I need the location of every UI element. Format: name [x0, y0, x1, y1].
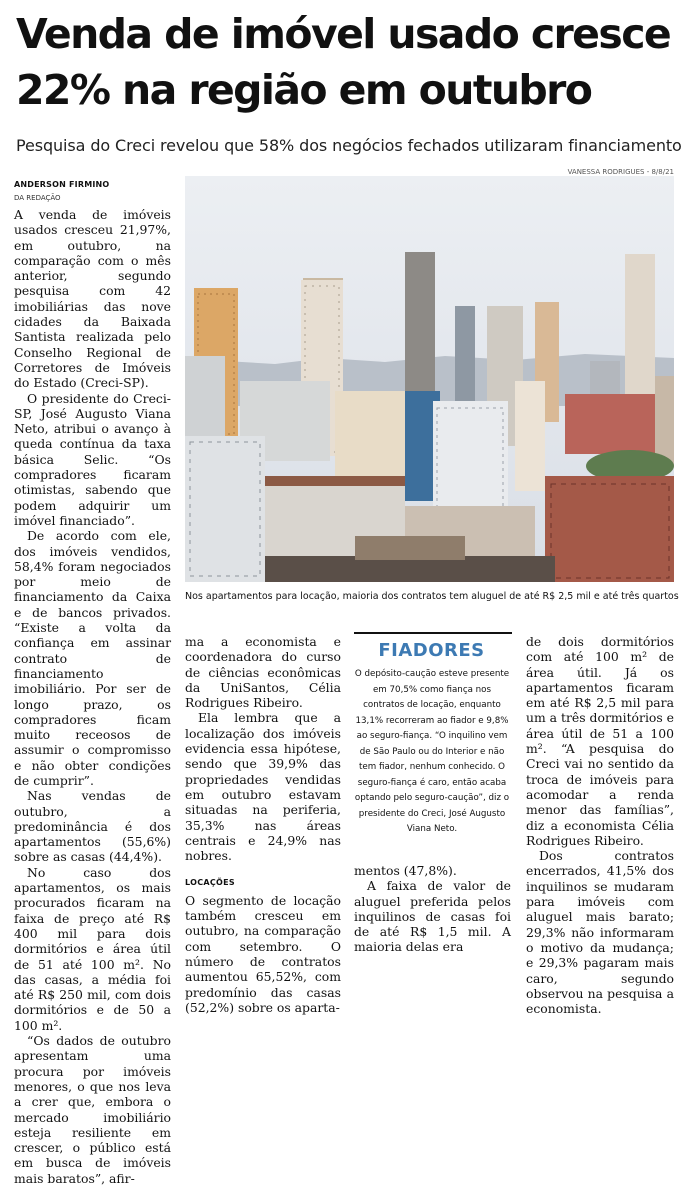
section-heading: LOCAÇÕES [185, 878, 235, 888]
article-column-3 [354, 863, 511, 955]
paragraph: de dois dormitórios com até 100 m² de área útil. Já os apartamentos ficaram em até R$ 2,5 mil para um a três dormitórios e área útil de 51 a 100 m². “A pesquisa do Creci vai no sentido da troca de imóveis para acomodar a renda menor das famílias”, diz a economista Célia Rodrigues Ribeiro. [526, 634, 674, 848]
paragraph: “Os dados de outubro apresentam uma procura por imóveis menores, o que nos leva a crer que, embora o mercado imobiliário esteja resiliente em crescer, o público está em busca de imóveis mais baratos”, afir- [14, 1033, 171, 1186]
paragraph: Dos contratos encerrados, 41,5% dos inquilinos se mudaram para imóveis com aluguel mais barato; 29,3% não informaram o motivo da mudança; e 29,3% pagaram mais caro, segundo observou na pesquisa a economista. [526, 848, 674, 1017]
paragraph: mentos (47,8%). [354, 863, 457, 878]
paragraph: ma a economista e coordenadora do curso de ciências econômicas da UniSantos, Célia Rodrigues Ribeiro. [185, 634, 341, 711]
byline-author: ANDERSON FIRMINO [14, 180, 110, 189]
paragraph: O presidente do Creci-SP, José Augusto Viana Neto, atribui o avanço à queda contínua da taxa básica Selic. “Os compradores ficaram otimistas, sabendo que podem adquirir um imóvel financiado”. [14, 390, 171, 528]
paragraph: Nas vendas de outubro, a predominância é dos apartamentos (55,6%) sobre as casas (44,4%). [14, 788, 171, 865]
paragraph: A faixa de valor de aluguel preferida pelos inquilinos de casas foi de até R$ 1,5 mil. A maioria delas era [354, 878, 511, 955]
headline-line-2: 22% na região em outubro [16, 66, 592, 114]
article-column-1 [14, 207, 171, 1186]
skyline-photo [185, 176, 674, 582]
article-column-2 [185, 634, 341, 1015]
paragraph: Ela lembra que a localização dos imóveis evidencia essa hipótese, sendo que 39,9% das propriedades vendidas em outubro estavam situadas na periferia, 35,3% nas áreas centrais e 24,9% nas nobres. [185, 710, 341, 864]
paragraph: No caso dos apartamentos, os mais procurados ficaram na faixa de preço até R$ 400 mil para dois dormitórios e área útil de 51 até 100 m². No das casas, a média foi até R$ 250 mil, com dois dormitórios e de 50 a 100 m². [14, 864, 171, 1033]
article-column-4 [526, 634, 674, 1016]
headline-line-1: Venda de imóvel usado cresce [16, 10, 671, 58]
box-text: O depósito-caução esteve presente em 70,5% como fiança nos contratos de locação, enquanto 13,1% recorreram ao fiador e 9,8% ao seguro-fiança. “O inquilino vem de São Paulo ou do Interior e não tem fiador, nenhum conhecido. O seguro-fiança é caro, então acaba optando pelo seguro-caução”, diz o presidente do Creci, José Augusto Viana Neto. [354, 669, 510, 834]
byline-desk: DA REDAÇÃO [14, 194, 61, 202]
paragraph: O segmento de locação também cresceu em outubro, na comparação com setembro. O número de contratos aumentou 65,52%, com predomínio das casas (52,2%) sobre os aparta- [185, 892, 341, 1015]
photo-caption: Nos apartamentos para locação, maioria dos contratos tem aluguel de até R$ 2,5 mil e até três quartos [185, 591, 679, 602]
photo-credit: VANESSA RODRIGUES - 8/8/21 [567, 168, 674, 176]
box-top-rule [354, 632, 512, 634]
headline [16, 6, 680, 118]
paragraph: De acordo com ele, dos imóveis vendidos, 58,4% foram negociados por meio de financiamento da Caixa e de bancos privados. “Existe a volta da confiança em assinar contrato de financiamento imobiliário. Por ser de longo prazo, os compradores ficam muito receosos de assumir o compromisso e não obter condições de cumprir”. [14, 528, 171, 788]
paragraph: A venda de imóveis usados cresceu 21,97%, em outubro, na comparação com o mês anterior, segundo pesquisa com 42 imobiliárias das nove cidades da Baixada Santista realizada pelo Conselho Regional de Corretores de Imóveis do Estado (Creci-SP). [14, 207, 171, 391]
box-title: FIADORES [378, 640, 485, 661]
subtitle: Pesquisa do Creci revelou que 58% dos negócios fechados utilizaram financiamento [16, 136, 682, 155]
